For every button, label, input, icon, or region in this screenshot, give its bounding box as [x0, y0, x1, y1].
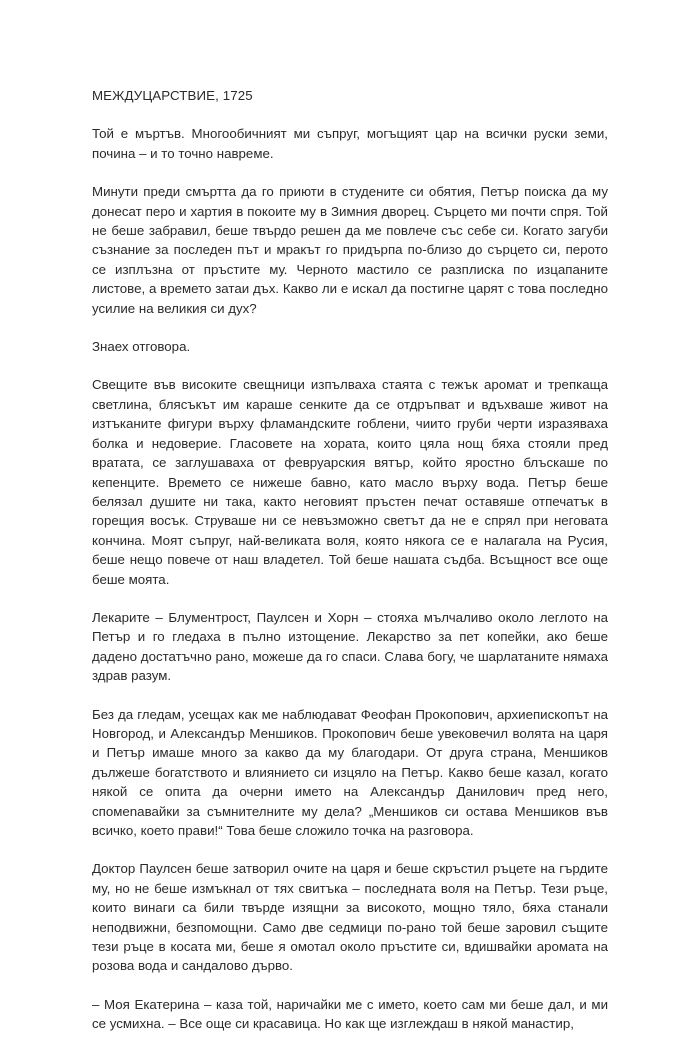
- paragraph-6: Без да гледам, усещах как ме наблюдават Феофан Прокопович, архиепископът на Новгород, и Александър Меншиков. Прокопович беше увековечил волята на царя и Петър имаше много за какво да му благодари. От друга страна, Меншиков дължеше богатството и влиянието си изцяло на Петър. Какво беше казал, когато някой се опита да очерни името на Александър Данилович пред него, спомenaвайки за съмнителните му дела? „Меншиков си остава Меншиков във всичко, което прави!“ Това беше сложило точка на разговора.: [92, 706, 608, 838]
- paragraph-7: Доктор Паулсен беше затворил очите на царя и беше скръстил ръцете на гърдите му, но не беше измъкнал от тях свитъка – последната воля на Петър. Тези ръце, които винаги са били твърде изящни за високото, мощно тяло, бяха станали неподвижни, безпомощни. Само две седмици по-рано той беше заровил същите тези ръце в косата ми, беше я омотал около пръстите си, вдишвайки аромата на розова вода и сандалово дърво.: [92, 861, 608, 974]
- paragraph-3: Знаех отговора.: [92, 339, 191, 355]
- document-body: [92, 86, 608, 1053]
- paragraph-1: Той е мъртъв. Многообичният ми съпруг, могъщият цар на всички руски земи, почина – и то точно навреме.: [92, 126, 608, 161]
- chapter-heading: МЕЖДУЦАРСТВИЕ, 1725: [92, 88, 253, 103]
- paragraph-2: Минути преди смъртта да го приюти в студените си обятия, Петър поиска да му донесат перо и хартия в покоите му в Зимния дворец. Сърцето ми почти спря. Той не беше забравил, беше твърдо решен да ме повлече със себе си. Когато загуби съзнание за последен път и мракът го придърпа по-близо до сърцето си, перото се изплъзна от пръстите му. Черното мастило се разплиска по изцапаните листове, а времето затаи дъх. Какво ли е искал да постигне царят с това последно усилие на великия си дух?: [92, 184, 608, 316]
- paragraph-4: Свещите във високите свещници изпълваха стаята с тежък аромат и трепкаща светлина, блясъкът им караше сенките да се отдръпват и вдъхваше живот на изтъканите фигури върху фламандските гоблени, чиито груби черти изразяваха болка и недоверие. Гласовете на хората, които цяла нощ бяха стояли пред вратата, се заглушаваха от февруарския вятър, който яростно блъскаше по кепенците. Времето се нижеше бавно, като масло върху вода. Петър беше белязал душите ни така, както неговият пръстен печат оставяше отпечатък в горещия восък. Струваше ни се невъзможно светът да не е спрял при неговата кончина. Моят съпруг, най-великата воля, която някога се е налагала на Русия, беше нещо повече от наш владетел. Той беше нашата съдба. Всъщност все още беше моята.: [92, 377, 608, 587]
- paragraph-8: – Моя Екатерина – каза той, наричайки ме с името, което сам ми беше дал, и ми се усмихна. – Все още си красавица. Но как ще изглеждаш в някой манастир,: [92, 996, 608, 1032]
- paragraph-5: Лекарите – Блументрост, Паулсен и Хорн – стояха мълчаливо около леглото на Петър и го гледаха в пълно изтощение. Лекарство за пет копейки, ако беше дадено достатъчно рано, можеше да го спаси. Слава богу, че шарлатаните нямаха здрав разум.: [92, 609, 608, 684]
